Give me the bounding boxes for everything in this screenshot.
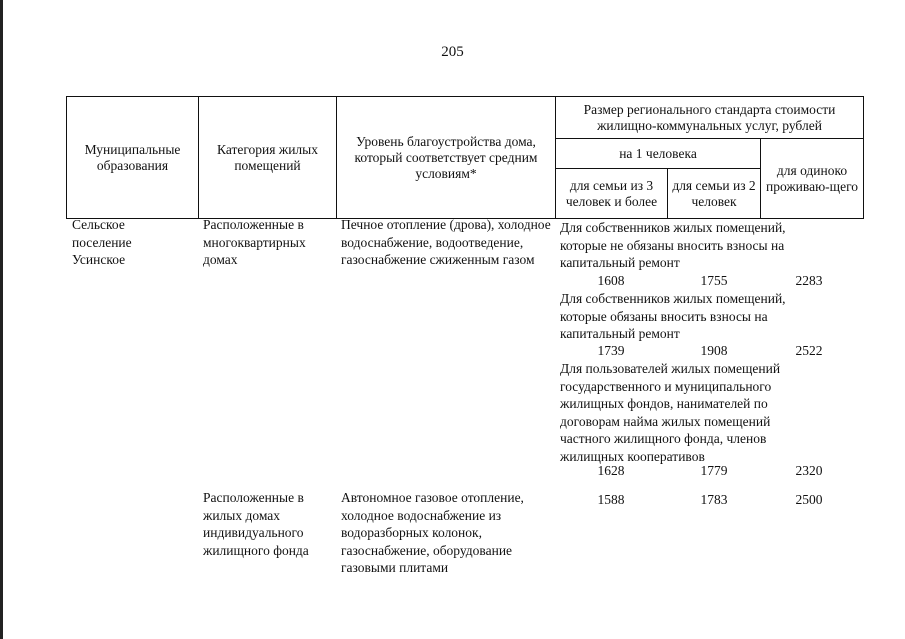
page-number: 205 [441, 44, 464, 60]
group-a-family2: 1755 [700, 273, 728, 288]
row2-single: 2500 [795, 492, 823, 507]
group-b-family2: 1908 [700, 343, 728, 358]
header-category [198, 96, 337, 219]
group-a-label: Для собственников жилых помещений, которые не обязаны вносить взносы на капитальный ремонт [560, 220, 786, 270]
group-b-family3: 1739 [597, 343, 625, 358]
group-b-single: 2522 [795, 343, 823, 358]
row2-family3: 1588 [597, 492, 625, 507]
group-c-single: 2320 [795, 463, 823, 478]
header-per-person [555, 138, 761, 169]
group-c-family3: 1628 [597, 463, 625, 478]
row2-family2: 1783 [700, 492, 728, 507]
header-level-text: Уровень благоустройства дома, который соответствует средним условиям* [354, 133, 538, 181]
level-cell-1: Печное отопление (дрова), холодное водоснабжение, водоотведение, газоснабжение сжиженным газом [341, 217, 551, 267]
header-municipality-text: Муниципальные образования [84, 141, 181, 173]
header-standard-text: Размер регионального стандарта стоимости жилищно-коммунальных услуг, рублей [583, 101, 836, 133]
category-cell-1: Расположенные в многоквартирных домах [203, 217, 306, 267]
group-a-family3: 1608 [597, 273, 625, 288]
header-level [336, 96, 556, 219]
level-cell-2: Автономное газовое отопление, холодное водоснабжение из водоразборных колонок, газоснабжение, оборудование газовыми плитами [341, 490, 524, 575]
header-single [760, 138, 864, 219]
header-municipality [66, 96, 199, 219]
header-standard [555, 96, 864, 139]
group-b-label: Для собственников жилых помещений, которые обязаны вносить взносы на капитальный ремонт [560, 291, 786, 341]
header-single-text: для одиноко проживаю-щего [765, 162, 859, 194]
header-family2 [667, 168, 761, 219]
scan-edge [0, 0, 3, 639]
header-per-person-text: на 1 человека [619, 145, 697, 161]
header-category-text: Категория жилых помещений [217, 141, 318, 173]
group-c-family2: 1779 [700, 463, 728, 478]
header-family3 [555, 168, 668, 219]
group-c-label: Для пользователей жилых помещений государственного и муниципального жилищных фондов, нанимателей по договорам найма жилых помещений частного жилищного фонда, членов жилищных кооперативов [560, 361, 781, 464]
municipality-cell: Сельское поселение Усинское [72, 217, 132, 267]
group-a-single: 2283 [795, 273, 823, 288]
header-family3-text: для семьи из 3 человек и более [565, 177, 658, 209]
header-family2-text: для семьи из 2 человек [672, 177, 756, 209]
category-cell-2: Расположенные в жилых домах индивидуального жилищного фонда [203, 490, 309, 558]
